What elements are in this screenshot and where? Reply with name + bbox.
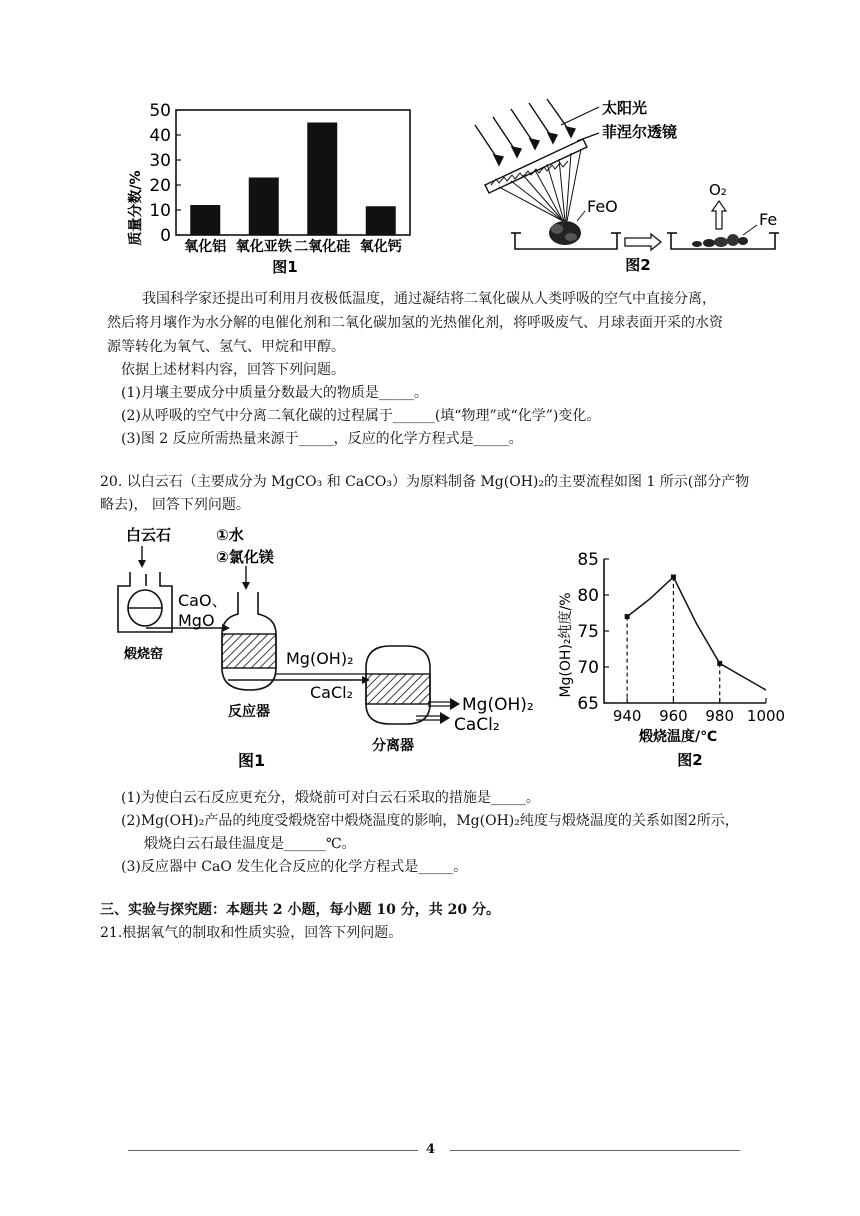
bar — [366, 206, 396, 235]
flow-caption: 图1 — [238, 751, 266, 770]
lens-label: 菲涅尔透镜 — [602, 123, 678, 141]
question-20-2b: 煅烧白云石最佳温度是______℃。 — [144, 836, 356, 852]
oxygen-arrow — [712, 201, 726, 229]
line-chart-xtick-label: 960 — [659, 707, 688, 725]
question-21: 21.根据氧气的制取和性质实验，回答下列问题。 — [100, 925, 403, 941]
kiln-label: 煅烧窑 — [124, 647, 164, 662]
bar — [249, 178, 279, 236]
line-chart-xtick-label: 980 — [705, 707, 735, 725]
line-chart-ylabel: Mg(OH)₂纯度/% — [558, 592, 574, 698]
line-chart-ytick-label: 65 — [577, 694, 599, 714]
question-20-line-1: 20. 以白云石（主要成分为 MgCO₃ 和 CaCO₃）为原料制备 Mg(OH)₂的主要流程如图 1 所示(部分产物 — [100, 474, 750, 490]
dolomite-label: 白云石 — [126, 526, 172, 544]
bar-chart-ytick-label: 10 — [149, 201, 171, 221]
bar-chart-ytick-label: 20 — [149, 176, 171, 196]
water-label: ①水 — [216, 526, 244, 544]
question-19-1: (1)月壤主要成分中质量分数最大的物质是_____。 — [121, 385, 428, 401]
fe-label: Fe — [759, 210, 778, 229]
mgo-label: MgO — [178, 611, 215, 630]
page-number: 4 — [426, 1142, 436, 1157]
data-point — [717, 661, 722, 666]
bar-chart-ytick-label: 0 — [160, 226, 171, 246]
bar-chart-ytick-label: 50 — [149, 101, 171, 121]
footer-rule-right — [450, 1150, 740, 1151]
passage-line-2: 然后将月壤作为水分解的电催化剂和二氧化碳加氢的光热催化剂，将呼吸废气、月球表面开采的水资 — [107, 315, 723, 331]
bar-chart-ytick-label: 40 — [149, 126, 171, 146]
mgoh2-label-a: Mg(OH)₂ — [286, 649, 354, 668]
line-series — [627, 577, 766, 690]
line-chart-xtick-label: 940 — [612, 707, 642, 725]
sunlight-arrows — [475, 99, 575, 165]
reactor-label: 反应器 — [228, 704, 270, 720]
mgcl2-label: ②氯化镁 — [216, 548, 274, 566]
bar-chart-ytick-label: 30 — [149, 151, 171, 171]
cao-label: CaO、 — [178, 591, 228, 610]
bar-category-label: 氧化铝 — [184, 239, 227, 255]
fresnel-lens-figure — [465, 95, 795, 277]
passage-line-3: 源等转化为氧气、氢气、甲烷和甲醇。 — [107, 339, 345, 355]
mgoh2-label-b: Mg(OH)₂ — [462, 695, 534, 715]
line-chart-ytick-label: 70 — [577, 658, 599, 678]
bar-category-label: 氧化亚铁 — [235, 239, 292, 255]
section-3-heading: 三、实验与探究题：本题共 2 小题，每小题 10 分，共 20 分。 — [100, 902, 500, 918]
kiln — [118, 572, 172, 632]
sunlight-label: 太阳光 — [602, 99, 648, 117]
bar-chart-caption: 图1 — [272, 258, 298, 276]
line-chart-ytick-label: 85 — [577, 550, 599, 570]
line-chart-figure — [548, 545, 786, 775]
question-19-2: (2)从呼吸的空气中分离二氧化碳的过程属于______(填“物理”或“化学”)变化。 — [121, 408, 601, 424]
footer-rule-left — [128, 1150, 418, 1151]
passage-prompt: 依据上述材料内容，回答下列问题。 — [121, 362, 345, 378]
bar-chart-ylabel: 质量分数/% — [128, 170, 144, 246]
o2-label: O₂ — [709, 181, 727, 199]
passage-line-1: 我国科学家还提出可利用月夜极低温度，通过凝结将二氧化碳从人类呼吸的空气中直接分离， — [142, 291, 716, 307]
line-chart-xtick-label: 1000 — [746, 707, 786, 725]
data-point — [625, 614, 630, 619]
bar — [307, 123, 337, 236]
reaction-arrow — [625, 234, 661, 250]
question-19-3: (3)图 2 反应所需热量来源于_____，反应的化学方程式是_____。 — [121, 431, 523, 447]
line-chart-xlabel: 煅烧温度/℃ — [638, 729, 718, 745]
bar-category-label: 氧化钙 — [359, 239, 402, 255]
left-tray — [511, 221, 621, 249]
question-20-1: (1)为使白云石反应更充分，煅烧前可对白云石采取的措施是_____。 — [121, 790, 540, 806]
separator-label: 分离器 — [372, 738, 414, 754]
fig2-caption: 图2 — [625, 256, 651, 274]
line-chart-caption: 图2 — [677, 751, 703, 769]
line-chart-ytick-label: 80 — [577, 586, 599, 606]
cacl2-label-a: CaCl₂ — [310, 683, 354, 702]
right-tray — [667, 233, 779, 249]
line-chart-axes — [604, 559, 766, 703]
question-20-3: (3)反应器中 CaO 发生化合反应的化学方程式是_____。 — [121, 859, 468, 875]
bar — [190, 205, 220, 235]
question-20-line-2: 略去)， 回答下列问题。 — [100, 497, 250, 513]
feo-label: FeO — [587, 197, 618, 216]
line-chart-ytick-label: 75 — [577, 622, 599, 642]
data-point — [671, 575, 676, 580]
bar-chart-figure — [120, 98, 420, 278]
cacl2-label-b: CaCl₂ — [454, 715, 500, 735]
question-20-2a: (2)Mg(OH)₂产品的纯度受煅烧窑中煅烧温度的影响，Mg(OH)₂纯度与煅烧温度的关系如图2所示， — [121, 813, 739, 829]
process-flow-diagram — [110, 520, 560, 775]
bar-category-label: 二氧化硅 — [294, 239, 351, 255]
